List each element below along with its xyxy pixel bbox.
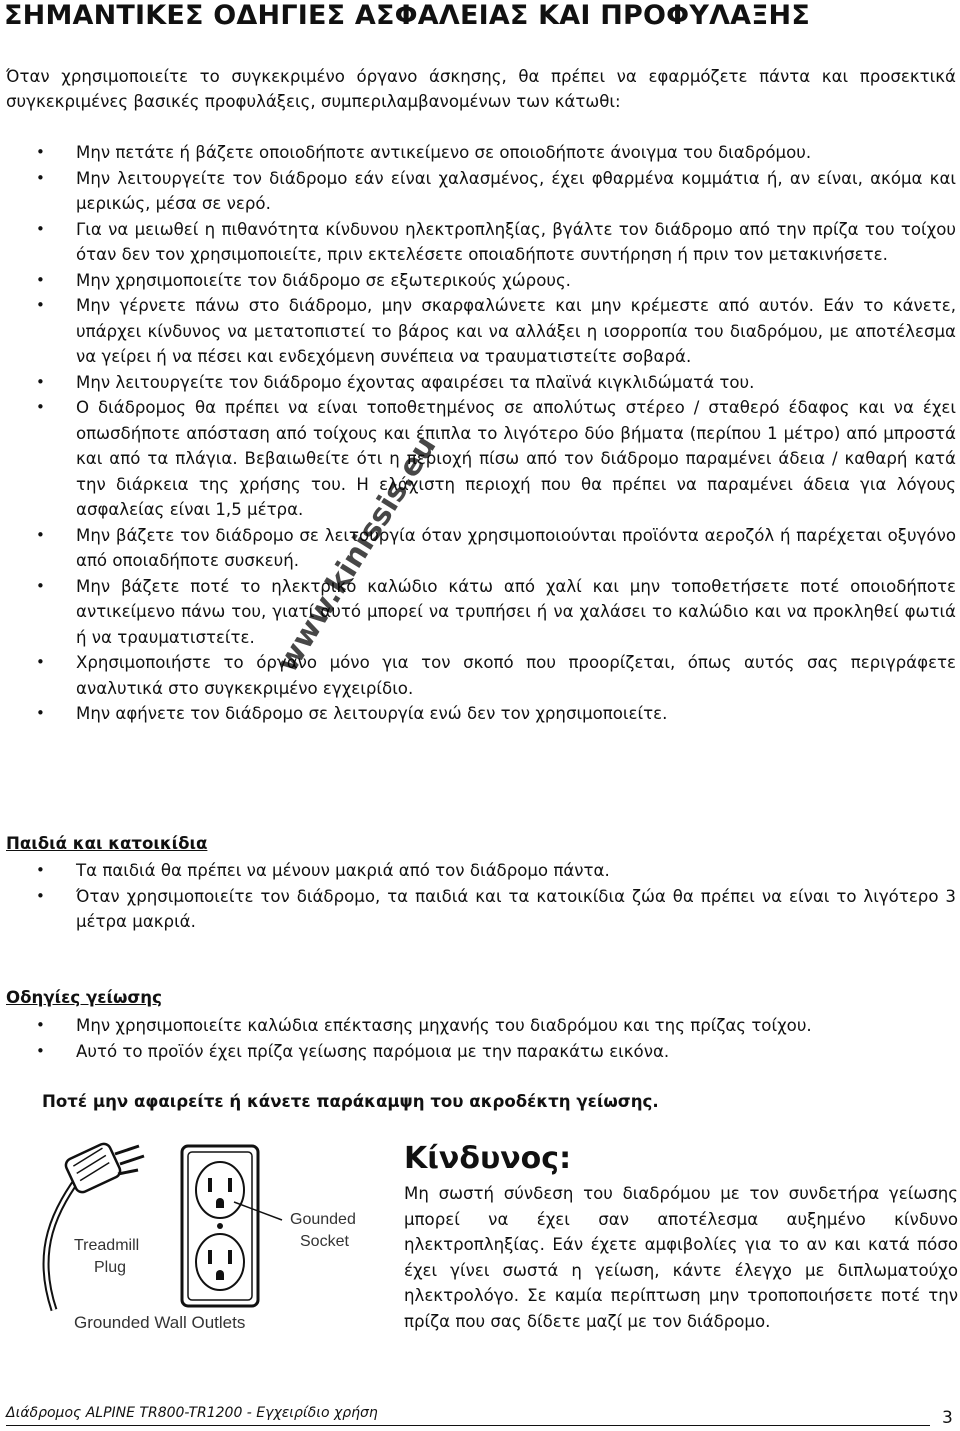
intro-paragraph: Όταν χρησιμοποιείτε το συγκεκριμένο όργανο άσκησης, θα πρέπει να εφαρμόζετε πάντα και προσεκτικά συγκεκριμένες βασικές προφυλάξεις, συμπεριλαμβανομένων των κάτωθι:	[6, 67, 956, 111]
page-title: ΣΗΜΑΝΤΙΚΕΣ ΟΔΗΓΙΕΣ ΑΣΦΑΛΕΙΑΣ ΚΑΙ ΠΡΟΦΥΛΑΞΗΣ	[4, 0, 810, 31]
wall-outlet-icon	[182, 1146, 258, 1306]
list-item: • Μην λειτουργείτε τον διάδρομο έχοντας αφαιρέσει τα πλαϊνά κιγκλιδώματά του.	[36, 370, 956, 396]
children-heading: Παιδιά και κατοικίδια	[6, 834, 208, 853]
plug-label-line1: Treadmill	[74, 1237, 140, 1254]
list-item: • Μην λειτουργείτε τον διάδρομο εάν είναι χαλασμένος, έχει φθαρμένα κομμάτια ή, αν είναι, ακόμα και μερικώς, μέσα σε νερό.	[36, 166, 956, 217]
plug-label-line2: Plug	[94, 1259, 127, 1276]
list-item: • Αυτό το προϊόν έχει πρίζα γείωσης παρόμοια με την παρακάτω εικόνα.	[36, 1039, 956, 1065]
grounding-heading: Οδηγίες γείωσης	[6, 988, 162, 1007]
list-item: • Μην γέρνετε πάνω στο διάδρομο, μην σκαρφαλώνετε και μην κρέμεστε από αυτόν. Εάν το κάνετε, υπάρχει κίνδυνος να μετατοπιστεί το βάρος και να αλλάξει η ισορροπία του διαδρόμου, με αποτέλεσμα να γείρει ή να πέσει και ενδεχόμενη συνέπεια να τραυματιστείτε σοβαρά.	[36, 293, 956, 370]
page-number: 3	[942, 1408, 953, 1428]
watermark: www.kinissis.eu	[270, 429, 444, 679]
list-item: • Μην χρησιμοποιείτε τον διάδρομο σε εξωτερικούς χώρους.	[36, 268, 956, 294]
grounded-outlet-illustration	[14, 1140, 384, 1336]
grounding-list	[36, 1013, 956, 1064]
grounding-warning: Ποτέ μην αφαιρείτε ή κάνετε παράκαμψη του ακροδέκτη γείωσης.	[42, 1092, 659, 1111]
list-item: • Χρησιμοποιήστε το όργανο μόνο για τον σκοπό που προορίζεται, όπως αυτός σας περιγράφετε αναλυτικά στο συγκεκριμένο εγχειρίδιο.	[36, 650, 956, 701]
list-item: • Μην βάζετε τον διάδρομο σε λειτουργία όταν χρησιμοποιούνται προϊόντα αεροζόλ ή παρέχεται οξυγόνο από οποιαδήποτε συσκευή.	[36, 523, 956, 574]
footer-text: Διάδρομος ALPINE TR800-TR1200 - Εγχειρίδιο χρήση	[6, 1405, 378, 1421]
socket-label-line2: Socket	[300, 1233, 349, 1250]
danger-title: Κίνδυνος:	[404, 1141, 572, 1176]
list-item: • Ο διάδρομος θα πρέπει να είναι τοποθετημένος σε απολύτως στέρεο / σταθερό έδαφος και να έχει οπωσδήποτε απόσταση από τοίχους και έπιπλα το λιγότερο δύο βήματα (περίπου 1 μέτρο) από μπροστά και από τα πλάγια. Βεβαιωθείτε ότι η περιοχή πίσω από τον διάδρομο παραμένει άδεια / καθαρή κατά την διάρκεια της χρήσης του. Η ελάχιστη περιοχή που θα πρέπει να παραμένει άδεια για λόγους ασφαλείας είναι 1,5 μέτρα.	[36, 395, 956, 523]
plug-icon	[64, 1142, 144, 1195]
list-item: • Τα παιδιά θα πρέπει να μένουν μακριά από τον διάδρομο πάντα.	[36, 858, 956, 884]
socket-label-line1: Gounded	[290, 1211, 356, 1228]
list-item: • Μην βάζετε ποτέ το ηλεκτρικό καλώδιο κάτω από χαλί και μην τοποθετήσετε ποτέ οποιοδήποτε αντικείμενο πάνω του, γιατί αυτό μπορεί να τρυπήσει ή να χαλάσει το καλώδιο και να προκληθεί φωτιά ή να τραυματιστείτε.	[36, 574, 956, 651]
danger-text: Μη σωστή σύνδεση του διαδρόμου με τον συνδετήρα γείωσης μπορεί να έχει σαν αποτέλεσμα αυξημένο κίνδυνο ηλεκτροπληξίας. Εάν έχετε αμφιβολίες για το αν και κατά πόσο έχει γίνει σωστά η γείωση, κάντε έλεγχο με διπλωματούχο ηλεκτρολόγο. Σε καμία περίπτωση μην τροποποιήσετε ποτέ την πρίζα που σας δίδετε μαζί με τον διάδρομο.	[404, 1184, 958, 1331]
children-list	[36, 858, 956, 935]
list-item: • Για να μειωθεί η πιθανότητα κίνδυνου ηλεκτροπληξίας, βγάλτε τον διάδρομο από την πρίζα του τοίχου όταν δεν τον χρησιμοποιείτε, πριν εκτελέσετε οποιαδήποτε συντήρηση ή πριν τον μετακινήσετε.	[36, 217, 956, 268]
list-item: • Μην πετάτε ή βάζετε οποιοδήποτε αντικείμενο σε οποιοδήποτε άνοιγμα του διαδρόμου.	[36, 140, 956, 166]
footer-divider	[6, 1425, 930, 1426]
outlets-label: Grounded Wall Outlets	[74, 1313, 246, 1332]
safety-list	[36, 140, 956, 727]
list-item: • Όταν χρησιμοποιείτε τον διάδρομο, τα παιδιά και τα κατοικίδια ζώα θα πρέπει να είναι το λιγότερο 3 μέτρα μακριά.	[36, 884, 956, 935]
list-item: • Μην χρησιμοποιείτε καλώδια επέκτασης μηχανής του διαδρόμου και της πρίζας τοίχου.	[36, 1013, 956, 1039]
list-item: • Μην αφήνετε τον διάδρομο σε λειτουργία ενώ δεν τον χρησιμοποιείτε.	[36, 701, 956, 727]
